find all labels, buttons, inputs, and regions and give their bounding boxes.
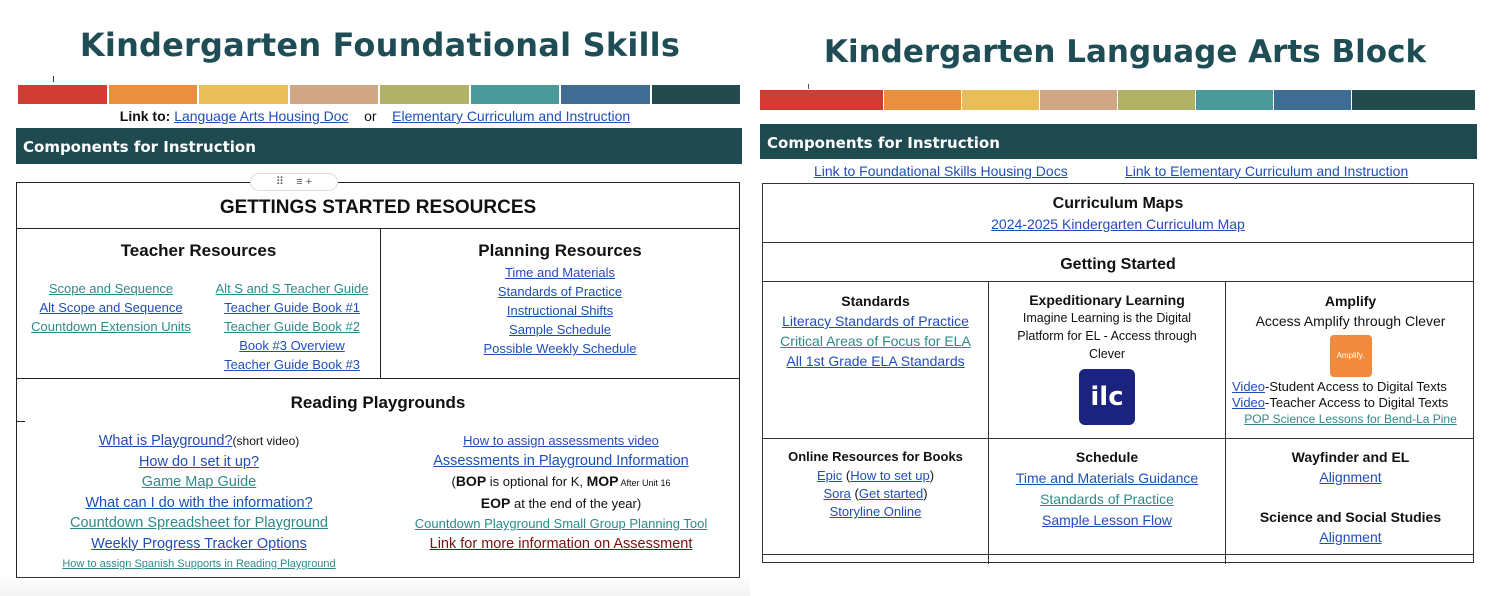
link-row-left (814, 163, 1068, 179)
page-title: Kindergarten Foundational Skills (79, 26, 681, 64)
plus-icon[interactable]: + (305, 176, 313, 188)
teacher-guide-book1-link[interactable]: Teacher Guide Book #1 (224, 300, 360, 315)
teacher-guide-book2-link[interactable]: Teacher Guide Book #2 (224, 319, 360, 334)
table-divider (763, 281, 1473, 282)
epic-setup-link[interactable]: How to set up (850, 468, 930, 483)
color-stripe (1274, 90, 1351, 110)
color-stripe-bar (760, 90, 1476, 110)
what-is-playground-link[interactable]: What is Playground? (98, 433, 233, 449)
ilc-logo[interactable]: ilc (1079, 369, 1135, 425)
color-stripe (380, 85, 469, 104)
pop-science-link[interactable]: POP Science Lessons for Bend-La Pine (1244, 412, 1457, 426)
alt-teacher-guide-link[interactable]: Alt S and S Teacher Guide (215, 281, 369, 296)
sample-schedule-link[interactable]: Sample Schedule (509, 322, 611, 337)
student-access-text: -Student Access to Digital Texts (1265, 379, 1447, 394)
book3-overview-link[interactable]: Book #3 Overview (239, 338, 345, 353)
setup-link[interactable]: How do I set it up? (138, 453, 260, 470)
standards-heading: Standards (841, 293, 910, 309)
teacher-guide-book3-link[interactable]: Teacher Guide Book #3 (224, 357, 360, 372)
table-divider (763, 554, 1473, 555)
wayfinder-cell (1226, 447, 1475, 547)
eop-note: EOP at the end of the year) (480, 495, 642, 511)
color-stripe (18, 85, 107, 104)
sora-link[interactable]: Sora (823, 486, 851, 501)
amplify-text: Access Amplify through Clever (1255, 313, 1446, 329)
table-title: GETTINGS STARTED RESOURCES (219, 197, 537, 218)
color-stripe (290, 85, 379, 104)
teacher-resources-col1 (23, 279, 199, 336)
section-header: Components for Instruction (760, 124, 1477, 159)
table-handle[interactable] (250, 173, 338, 191)
color-stripe (109, 85, 198, 104)
color-stripe (884, 90, 961, 110)
critical-areas-link[interactable]: Critical Areas of Focus for ELA (780, 333, 971, 349)
assessments-information-link[interactable]: Assessments in Playground Information (433, 453, 689, 469)
color-stripe (1118, 90, 1195, 110)
link-to-label: Link to: (119, 108, 171, 124)
assessment-info-link[interactable]: Link for more information on Assessment (429, 536, 693, 552)
game-map-guide-link[interactable]: Game Map Guide (141, 474, 257, 490)
getting-started-table (16, 182, 740, 578)
table-divider (763, 438, 1473, 439)
time-materials-guidance-link[interactable]: Time and Materials Guidance (1015, 470, 1199, 486)
science-alignment-link[interactable]: Alignment (1319, 529, 1382, 545)
drag-handle-icon[interactable]: ⠿ (275, 176, 284, 188)
ela-standards-link[interactable]: All 1st Grade ELA Standards (786, 353, 965, 369)
expeditionary-learning-cell (989, 291, 1225, 425)
language-arts-housing-link[interactable]: Language Arts Housing Doc (174, 108, 349, 124)
teacher-resources-heading: Teacher Resources (120, 241, 277, 260)
divider-tick (53, 76, 54, 82)
online-resources-cell: Online Resources for Books Epic (How to set up) Sora (Get started) Storyline Online (763, 447, 988, 521)
amplify-cell (1226, 291, 1475, 427)
teacher-video-link[interactable]: Video (1232, 395, 1266, 410)
weekly-progress-link[interactable]: Weekly Progress Tracker Options (91, 535, 307, 552)
storyline-online-link[interactable]: Storyline Online (829, 504, 922, 519)
schedule-cell (989, 447, 1225, 531)
foundational-skills-housing-link[interactable]: Link to Foundational Skills Housing Docs (814, 163, 1068, 179)
standards-of-practice-link[interactable]: Standards of Practice (1040, 491, 1174, 507)
teacher-access-text: -Teacher Access to Digital Texts (1265, 395, 1449, 410)
getting-started-heading (763, 254, 1473, 275)
color-stripe (760, 90, 883, 110)
components-table (762, 183, 1474, 563)
countdown-extension-link[interactable]: Countdown Extension Units (31, 319, 191, 334)
link-line (0, 108, 750, 124)
curriculum-map-link[interactable]: 2024-2025 Kindergarten Curriculum Map (991, 216, 1245, 232)
page-title: Kindergarten Language Arts Block (823, 34, 1427, 70)
color-stripe (199, 85, 288, 104)
color-stripe (1196, 90, 1273, 110)
assign-assessments-video-link[interactable]: How to assign assessments video (463, 433, 659, 448)
sora-started-link[interactable]: Get started (858, 486, 924, 501)
countdown-planning-tool-link[interactable]: Countdown Playground Small Group Planning Tool (414, 516, 708, 531)
online-resources-heading: Online Resources for Books (788, 449, 963, 464)
literacy-standards-link[interactable]: Literacy Standards of Practice (782, 313, 969, 329)
alt-scope-sequence-link[interactable]: Alt Scope and Sequence (39, 300, 183, 315)
countdown-spreadsheet-link[interactable]: Countdown Spreadsheet for Playground (70, 515, 328, 531)
color-stripe (652, 85, 741, 104)
language-arts-panel (750, 0, 1500, 596)
amplify-logo[interactable]: Amplify. (1330, 335, 1372, 377)
amplify-heading: Amplify (1324, 293, 1377, 309)
elementary-curriculum-link[interactable]: Link to Elementary Curriculum and Instruction (1125, 163, 1409, 179)
curriculum-maps-heading: Curriculum Maps (1052, 195, 1184, 212)
planning-resources-list (381, 263, 739, 358)
table-divider (763, 242, 1473, 243)
weekly-schedule-link[interactable]: Possible Weekly Schedule (483, 341, 637, 356)
el-text: Imagine Learning is the Digital Platform for EL - Access through Clever (1017, 311, 1197, 361)
color-stripe-bar (18, 85, 740, 104)
wayfinder-alignment-link[interactable]: Alignment (1319, 469, 1382, 485)
color-stripe (1352, 90, 1475, 110)
bop-mop-note: (BOP is optional for K, MOP After Unit 16 (451, 473, 671, 489)
standards-cell (763, 291, 988, 371)
reading-playgrounds-right (395, 431, 727, 554)
teacher-resources-col2 (207, 279, 377, 374)
epic-link[interactable]: Epic (816, 468, 843, 483)
color-stripe (962, 90, 1039, 110)
schedule-heading: Schedule (1075, 449, 1139, 465)
color-stripe (561, 85, 650, 104)
short-video-label: (short video) (232, 434, 300, 448)
section-header: Components for Instruction (16, 128, 742, 164)
filter-icon[interactable]: ≡ (296, 176, 303, 188)
getting-started-label: Getting Started (1060, 256, 1176, 273)
link-row-right (1125, 163, 1408, 179)
what-can-i-do-link[interactable]: What can I do with the information? (85, 494, 313, 511)
curriculum-maps-cell (763, 194, 1473, 234)
standards-practice-link[interactable]: Standards of Practice (497, 284, 623, 299)
planning-resources-heading: Planning Resources (478, 241, 642, 260)
divider-tick (808, 84, 809, 89)
table-divider (17, 378, 739, 379)
student-video-link[interactable]: Video (1232, 379, 1266, 394)
spanish-supports-link[interactable]: How to assign Spanish Supports in Reading Playground (62, 558, 336, 570)
elementary-curriculum-link[interactable]: Elementary Curriculum and Instruction (392, 108, 631, 124)
instructional-shifts-link[interactable]: Instructional Shifts (506, 303, 614, 318)
table-divider (17, 228, 739, 229)
scroll-fade (0, 576, 750, 596)
time-materials-link[interactable]: Time and Materials (504, 265, 616, 280)
reading-playgrounds-left (47, 431, 351, 575)
sample-lesson-flow-link[interactable]: Sample Lesson Flow (1042, 512, 1172, 528)
science-social-heading: Science and Social Studies (1259, 509, 1442, 525)
scope-sequence-link[interactable]: Scope and Sequence (48, 281, 174, 296)
reading-playgrounds-heading: Reading Playgrounds (290, 393, 466, 412)
color-stripe (1040, 90, 1117, 110)
table-divider (17, 421, 25, 422)
or-label: or (364, 108, 377, 124)
wayfinder-heading: Wayfinder and EL (1291, 449, 1410, 465)
el-heading: Expeditionary Learning (1029, 292, 1185, 308)
color-stripe (471, 85, 560, 104)
